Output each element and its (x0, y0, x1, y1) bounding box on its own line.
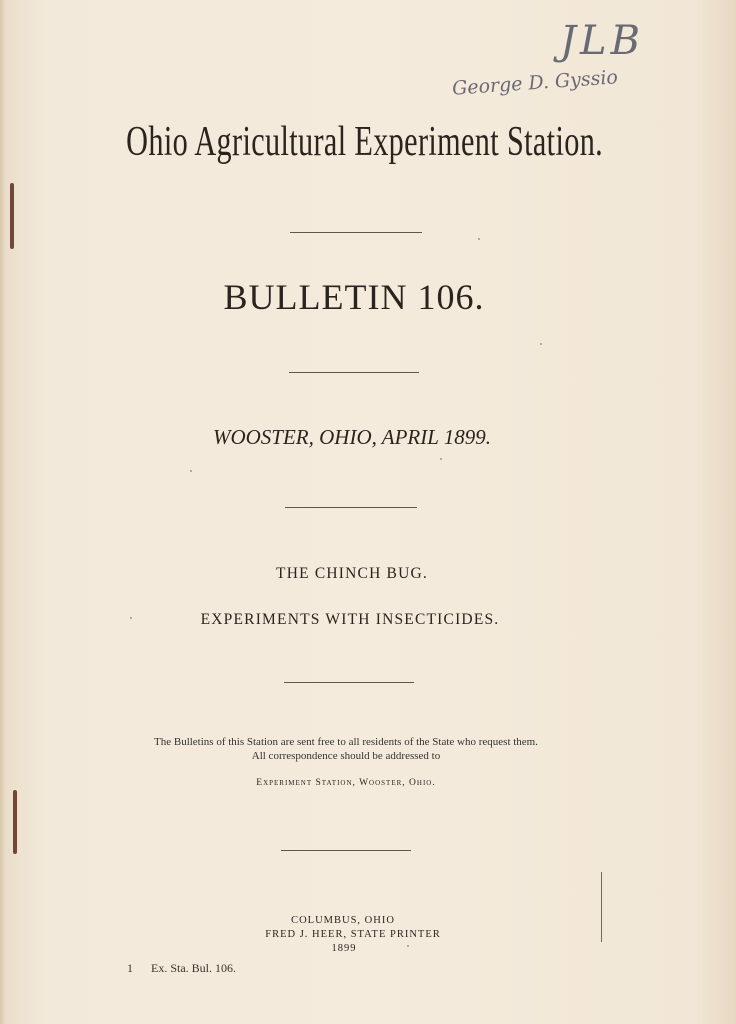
divider-1 (290, 232, 422, 233)
paper-speck (407, 945, 409, 947)
topic-title-1: THE CHINCH BUG. (276, 565, 428, 582)
divider-2 (289, 372, 419, 373)
paper-speck (478, 238, 480, 240)
bulletin-number: BULLETIN 106. (223, 277, 485, 317)
imprint-printer: FRED J. HEER, STATE PRINTER (265, 929, 441, 940)
short-title: Ex. Sta. Bul. 106. (151, 961, 237, 975)
margin-mark (601, 872, 602, 942)
dateline: WOOSTER, OHIO, APRIL 1899. (212, 425, 492, 449)
paper-speck (540, 343, 542, 345)
signature-mark: 1 (127, 961, 133, 975)
notice-line-1: The Bulletins of this Station are sent free to all residents of the State who request them. (154, 736, 538, 748)
binding-stain-top (10, 183, 14, 249)
paper-speck (190, 470, 192, 472)
correspondence-address: Experiment Station, Wooster, Ohio. (256, 778, 436, 788)
handwritten-initials: JLB (560, 18, 644, 64)
paper-speck (440, 458, 442, 460)
divider-5 (281, 850, 411, 851)
station-title: Ohio Agricultural Experiment Station. (126, 119, 604, 165)
paper-speck (130, 617, 132, 619)
footer-spacer (133, 961, 151, 975)
signature-footer (127, 961, 236, 976)
binding-stain-bottom (13, 790, 17, 854)
topic-title-2: EXPERIMENTS WITH INSECTICIDES. (200, 611, 500, 628)
handwritten-signature: George D. Gyssio (451, 66, 619, 100)
notice-line-2: All correspondence should be addressed to (251, 750, 441, 762)
imprint-city: COLUMBUS, OHIO (291, 915, 395, 926)
divider-4 (284, 682, 414, 683)
paper-edge (0, 0, 6, 1024)
imprint-year: 1899 (331, 943, 357, 954)
divider-3 (285, 507, 417, 508)
